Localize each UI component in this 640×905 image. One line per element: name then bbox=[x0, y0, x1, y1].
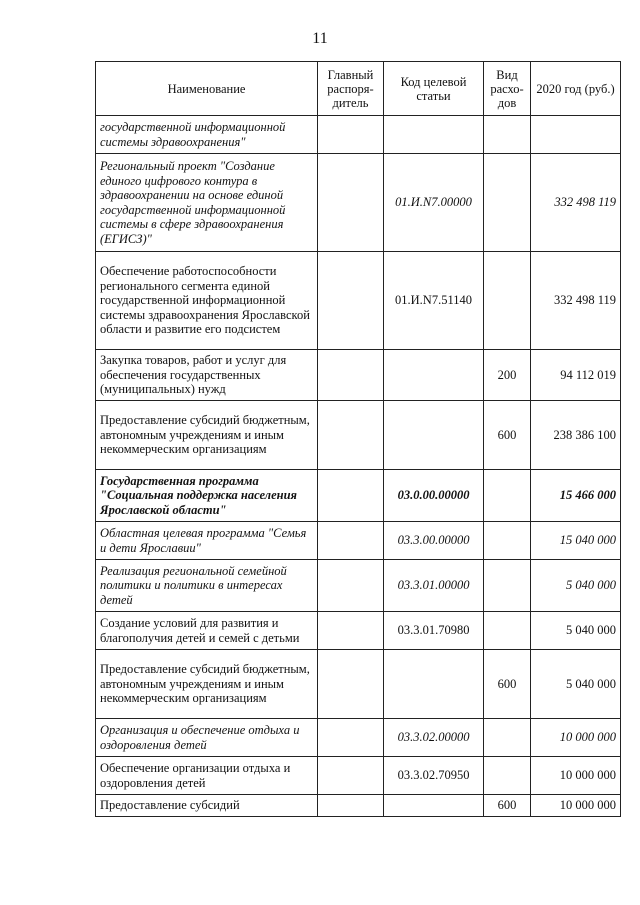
row-vid bbox=[484, 719, 531, 757]
row-vid bbox=[484, 522, 531, 560]
row-vid: 600 bbox=[484, 401, 531, 470]
header-vid: Вид расхо-дов bbox=[484, 62, 531, 116]
row-code: 03.3.02.00000 bbox=[384, 719, 484, 757]
row-sum: 15 466 000 bbox=[531, 470, 621, 522]
budget-table bbox=[95, 61, 621, 817]
row-sum: 94 112 019 bbox=[531, 350, 621, 401]
row-name: Обеспечение организации отдыха и оздоровления детей bbox=[96, 757, 318, 795]
row-ggrbs bbox=[318, 795, 384, 817]
row-code bbox=[384, 350, 484, 401]
row-name: Областная целевая программа "Семья и дети Ярославии" bbox=[96, 522, 318, 560]
row-vid: 200 bbox=[484, 350, 531, 401]
table-row bbox=[96, 757, 621, 795]
header-sum: 2020 год (руб.) bbox=[531, 62, 621, 116]
row-name: Предоставление субсидий бюджетным, автономным учреждениям и иным некоммерческим организациям bbox=[96, 401, 318, 470]
row-ggrbs bbox=[318, 612, 384, 650]
row-vid bbox=[484, 612, 531, 650]
row-name: Государственная программа "Социальная поддержка населения Ярославской области" bbox=[96, 470, 318, 522]
row-ggrbs bbox=[318, 252, 384, 350]
row-name: государственной информационной системы здравоохранения" bbox=[96, 116, 318, 154]
row-sum: 10 000 000 bbox=[531, 795, 621, 817]
row-vid: 600 bbox=[484, 795, 531, 817]
row-ggrbs bbox=[318, 522, 384, 560]
row-name: Создание условий для развития и благополучия детей и семей с детьми bbox=[96, 612, 318, 650]
row-sum: 10 000 000 bbox=[531, 757, 621, 795]
row-ggrbs bbox=[318, 116, 384, 154]
row-code bbox=[384, 116, 484, 154]
row-sum: 238 386 100 bbox=[531, 401, 621, 470]
row-ggrbs bbox=[318, 401, 384, 470]
row-sum: 5 040 000 bbox=[531, 650, 621, 719]
row-code: 01.И.N7.51140 bbox=[384, 252, 484, 350]
row-vid: 600 bbox=[484, 650, 531, 719]
row-code: 03.0.00.00000 bbox=[384, 470, 484, 522]
table-row bbox=[96, 252, 621, 350]
page-number: 11 bbox=[312, 30, 328, 47]
row-code: 01.И.N7.00000 bbox=[384, 154, 484, 252]
table-row bbox=[96, 154, 621, 252]
row-name: Обеспечение работоспособности регионального сегмента единой государственной информационной системы здравоохранения Ярославской области и развитие его подсистем bbox=[96, 252, 318, 350]
row-name: Предоставление субсидий bbox=[96, 795, 318, 817]
table-row bbox=[96, 401, 621, 470]
row-vid bbox=[484, 470, 531, 522]
row-code bbox=[384, 650, 484, 719]
row-sum: 5 040 000 bbox=[531, 612, 621, 650]
row-name: Организация и обеспечение отдыха и оздоровления детей bbox=[96, 719, 318, 757]
row-code: 03.3.00.00000 bbox=[384, 522, 484, 560]
row-ggrbs bbox=[318, 350, 384, 401]
header-ggrbs: Главный распоря-дитель bbox=[318, 62, 384, 116]
row-vid bbox=[484, 757, 531, 795]
row-ggrbs bbox=[318, 560, 384, 612]
header-code: Код целевой статьи bbox=[384, 62, 484, 116]
table-row bbox=[96, 650, 621, 719]
row-sum: 332 498 119 bbox=[531, 252, 621, 350]
table-row bbox=[96, 795, 621, 817]
row-vid bbox=[484, 154, 531, 252]
row-ggrbs bbox=[318, 154, 384, 252]
table-row bbox=[96, 522, 621, 560]
table-row bbox=[96, 350, 621, 401]
row-sum: 332 498 119 bbox=[531, 154, 621, 252]
row-ggrbs bbox=[318, 719, 384, 757]
row-code: 03.3.02.70950 bbox=[384, 757, 484, 795]
row-sum: 5 040 000 bbox=[531, 560, 621, 612]
row-name: Закупка товаров, работ и услуг для обеспечения государственных (муниципальных) нужд bbox=[96, 350, 318, 401]
row-sum: 15 040 000 bbox=[531, 522, 621, 560]
row-sum: 10 000 000 bbox=[531, 719, 621, 757]
table-row bbox=[96, 116, 621, 154]
row-ggrbs bbox=[318, 757, 384, 795]
row-code: 03.3.01.70980 bbox=[384, 612, 484, 650]
row-name: Предоставление субсидий бюджетным, автономным учреждениям и иным некоммерческим организациям bbox=[96, 650, 318, 719]
row-code bbox=[384, 795, 484, 817]
row-vid bbox=[484, 560, 531, 612]
table-row bbox=[96, 470, 621, 522]
row-code: 03.3.01.00000 bbox=[384, 560, 484, 612]
header-name: Наименование bbox=[96, 62, 318, 116]
row-ggrbs bbox=[318, 470, 384, 522]
row-code bbox=[384, 401, 484, 470]
row-name: Региональный проект "Создание единого цифрового контура в здравоохранении на основе единой государственной информационной системы в сфере здравоохранения (ЕГИСЗ)" bbox=[96, 154, 318, 252]
row-vid bbox=[484, 252, 531, 350]
table-row bbox=[96, 719, 621, 757]
table-row bbox=[96, 560, 621, 612]
row-name: Реализация региональной семейной политики и политики в интересах детей bbox=[96, 560, 318, 612]
row-sum bbox=[531, 116, 621, 154]
table-row bbox=[96, 612, 621, 650]
table-header-row bbox=[96, 62, 621, 116]
row-vid bbox=[484, 116, 531, 154]
row-ggrbs bbox=[318, 650, 384, 719]
